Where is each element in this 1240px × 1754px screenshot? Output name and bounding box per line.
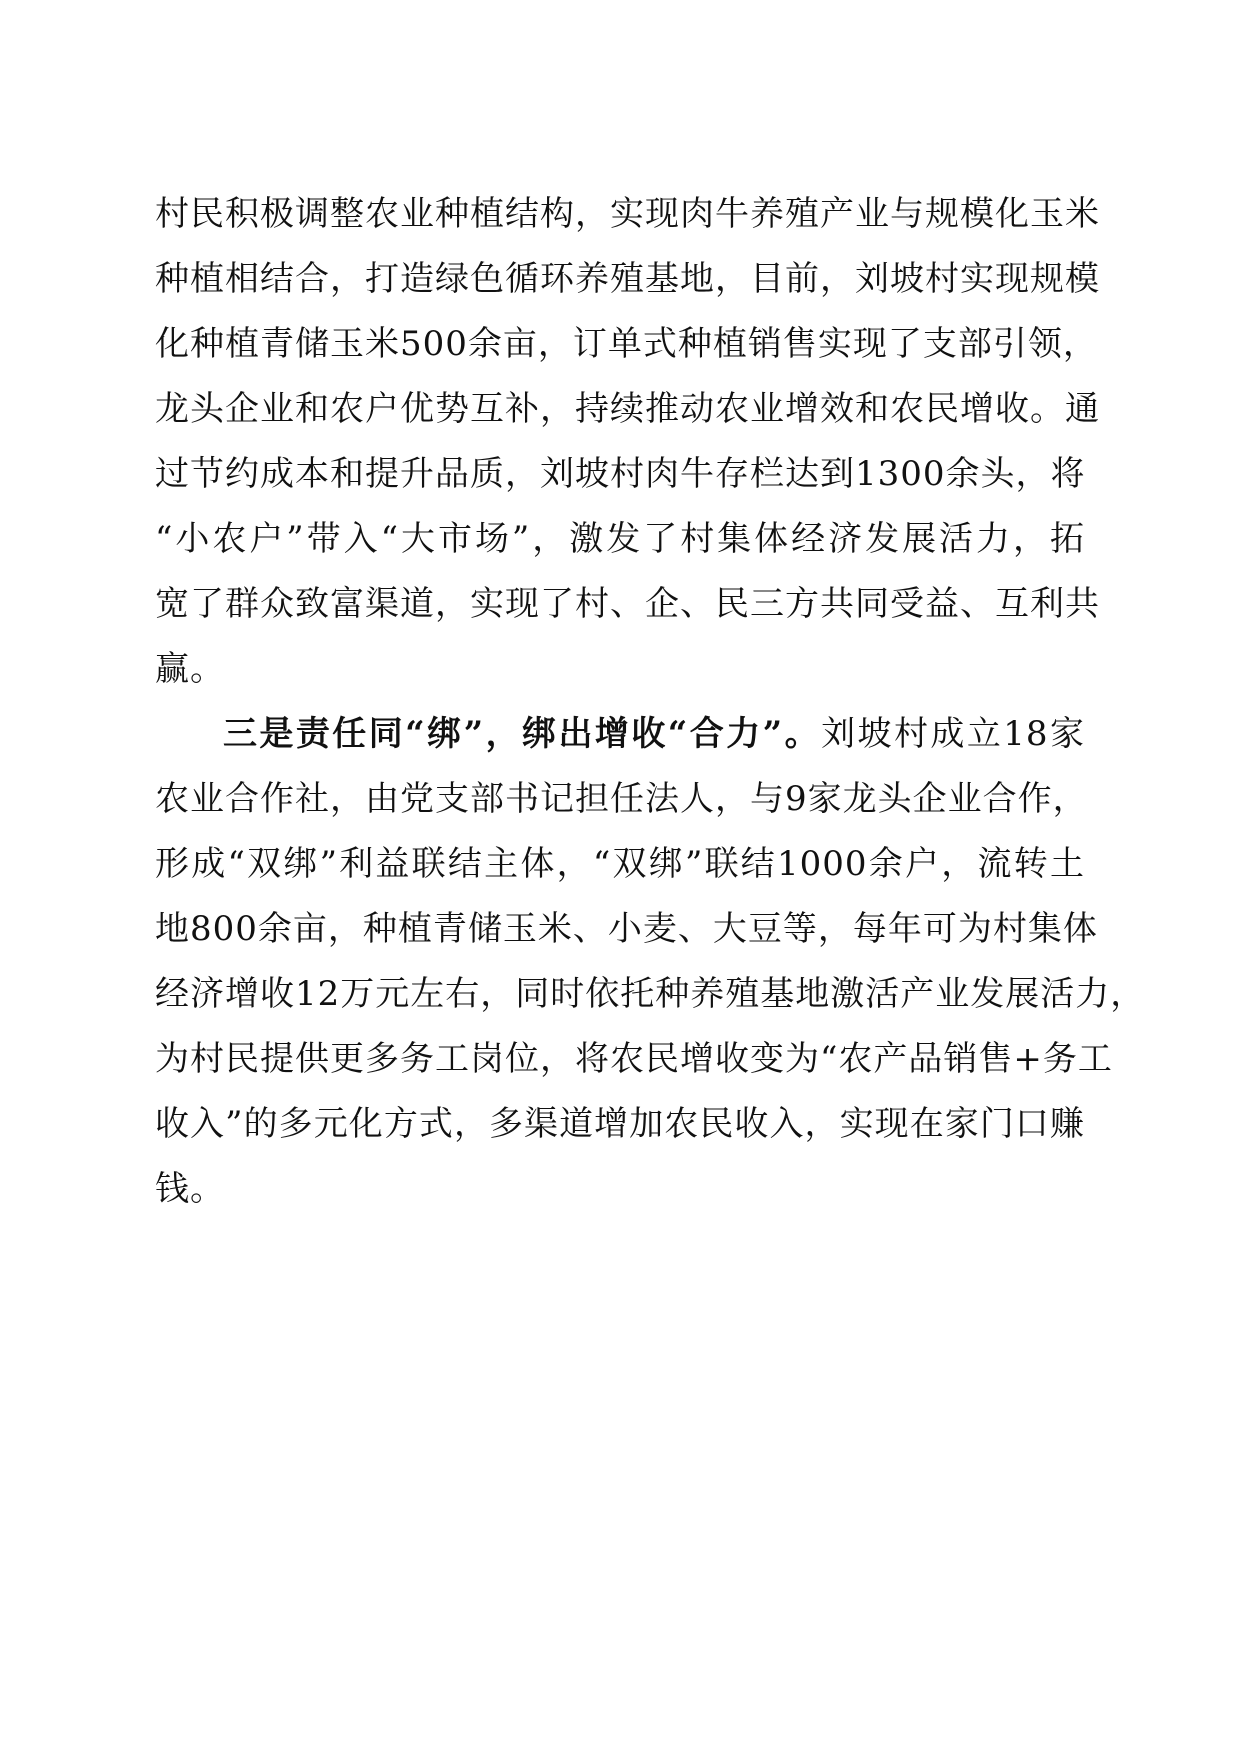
body-text [155,182,1146,1222]
paragraph-2-line: 形成“双绑”利益联结主体，“双绑”联结1000余户，流转土 [155,844,1085,884]
paragraph-2-line: 收入”的多元化方式，多渠道增加农民收入，实现在家门口赚 [155,1104,1085,1144]
paragraph-1 [155,182,1100,702]
paragraph-1-line: 种植相结合，打造绿色循环养殖基地，目前，刘坡村实现规模 [155,259,1100,299]
paragraph-2-line: 为村民提供更多务工岗位，将农民增收变为“农产品销售+务工 [155,1039,1113,1079]
paragraph-1-line: 过节约成本和提升品质，刘坡村肉牛存栏达到1300余头，将 [155,454,1086,494]
paragraph-1-line: 赢。 [155,649,225,689]
paragraph-2-line: 农业合作社，由党支部书记担任法人，与9家龙头企业合作， [155,779,1088,819]
paragraph-2-first-line [155,702,1085,767]
paragraph-2 [155,702,1146,1222]
paragraph-2-first-line-rest: 刘坡村成立18家 [821,714,1085,754]
paragraph-2-line: 地800余亩，种植青储玉米、小麦、大豆等，每年可为村集体 [155,909,1098,949]
paragraph-1-line: 龙头企业和农户优势互补，持续推动农业增效和农民增收。通 [155,389,1100,429]
paragraph-1-line: 化种植青储玉米500余亩，订单式种植销售实现了支部引领， [155,324,1098,364]
paragraph-1-line: 村民积极调整农业种植结构，实现肉牛养殖产业与规模化玉米 [155,194,1100,234]
paragraph-2-line: 钱。 [155,1169,225,1209]
paragraph-2-line: 经济增收12万元左右，同时依托种养殖基地激活产业发展活力， [155,974,1146,1014]
paragraph-1-line: “小农户”带入“大市场”，激发了村集体经济发展活力，拓 [155,519,1085,559]
paragraph-2-heading: 三是责任同“绑”，绑出增收“合力”。 [223,714,822,754]
paragraph-1-line: 宽了群众致富渠道，实现了村、企、民三方共同受益、互利共 [155,584,1100,624]
